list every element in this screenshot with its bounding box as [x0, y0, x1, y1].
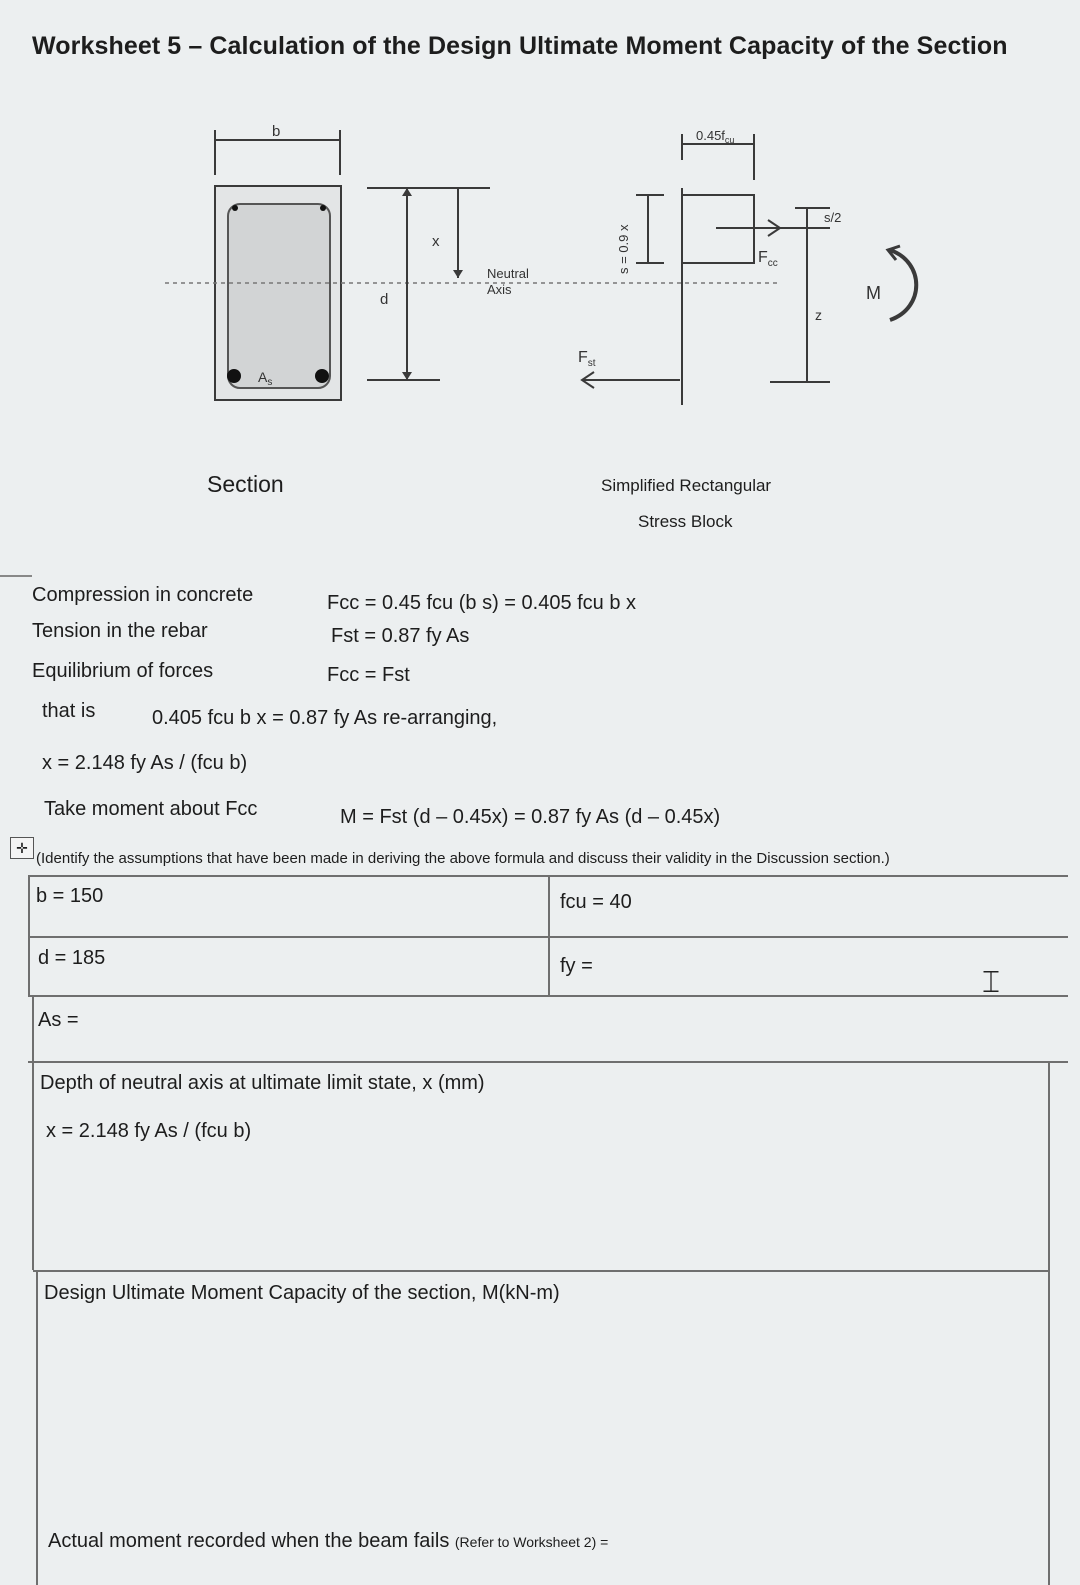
- caption-stress-block-2: Stress Block: [638, 512, 733, 531]
- moment-answer-area[interactable]: [52, 1315, 1042, 1515]
- tension-equation: Fst = 0.87 fy As: [331, 625, 470, 647]
- depth-equation: x = 2.148 fy As / (fcu b): [46, 1120, 252, 1142]
- d-value: d = 185: [38, 947, 106, 969]
- actual-moment-label: Actual moment recorded when the beam fails (Refer to Worksheet 2) =: [48, 1530, 609, 1552]
- label-neutral: Neutral: [487, 266, 529, 281]
- label-m: M: [866, 283, 881, 303]
- label-as: $A_s$: [258, 369, 273, 388]
- equilibrium-label: Equilibrium of forces: [32, 660, 214, 682]
- rebar-right: [315, 369, 329, 383]
- label-z: z: [815, 307, 822, 323]
- row-divider-4: [28, 1061, 1068, 1063]
- moment-arc: [890, 250, 916, 320]
- depth-answer-area[interactable]: [52, 1155, 1042, 1255]
- move-handle-icon[interactable]: ✛: [10, 837, 34, 859]
- compression-label: Compression in concrete: [32, 584, 254, 606]
- fcu-value: fcu = 40: [560, 891, 632, 913]
- equilibrium-equation: Fcc = Fst: [327, 664, 410, 686]
- label-axis: Axis: [487, 282, 512, 297]
- page-title: Worksheet 5 – Calculation of the Design Ultimate Moment Capacity of the Section: [32, 32, 1008, 60]
- x-equation: x = 2.148 fy As / (fcu b): [42, 752, 248, 774]
- tension-label: Tension in the rebar: [32, 620, 208, 642]
- assumptions-note: (Identify the assumptions that have been made in deriving the above formula and discuss their validity in the Discussion section.): [36, 850, 890, 867]
- fy-field[interactable]: fy =: [560, 955, 593, 977]
- label-fst: $F_{st}$: [578, 349, 596, 369]
- moment-equation: M = Fst (d – 0.45x) = 0.87 fy As (d – 0.45x): [340, 806, 721, 828]
- section-stress-diagram: [0, 100, 1080, 540]
- top-bar-right: [320, 205, 326, 211]
- label-fcc: $F_{cc}$: [758, 249, 778, 269]
- label-x: x: [432, 233, 440, 250]
- row-divider-3: [28, 995, 1068, 997]
- depth-label: Depth of neutral axis at ultimate limit state, x (mm): [40, 1072, 485, 1094]
- as-field[interactable]: As =: [38, 1009, 79, 1031]
- label-s2: s/2: [824, 210, 842, 225]
- moment-label: Take moment about Fcc: [44, 798, 258, 820]
- thatis-equation: 0.405 fcu b x = 0.87 fy As re-arranging,: [152, 707, 498, 729]
- moment-capacity-label: Design Ultimate Moment Capacity of the section, M(kN-m): [44, 1282, 560, 1304]
- column-divider: [548, 875, 550, 995]
- rebar-left: [227, 369, 241, 383]
- caption-section: Section: [207, 471, 284, 497]
- label-b: b: [272, 123, 281, 140]
- divider: [0, 575, 32, 577]
- compression-equation: Fcc = 0.45 fcu (b s) = 0.405 fcu b x: [327, 592, 637, 614]
- top-bar-left: [232, 205, 238, 211]
- input-table: [28, 875, 1068, 1585]
- stirrup: [228, 204, 330, 388]
- label-s: s = 0.9 x: [616, 224, 631, 274]
- thatis-label: that is: [42, 700, 96, 722]
- b-value: b = 150: [36, 885, 104, 907]
- row-divider-5: [33, 1270, 1050, 1272]
- label-d: d: [380, 291, 389, 308]
- text-cursor-icon: ⌶: [982, 965, 1000, 1000]
- caption-stress-block-1: Simplified Rectangular: [601, 476, 772, 495]
- label-045fcu: $0.45f_{cu}$: [696, 128, 735, 145]
